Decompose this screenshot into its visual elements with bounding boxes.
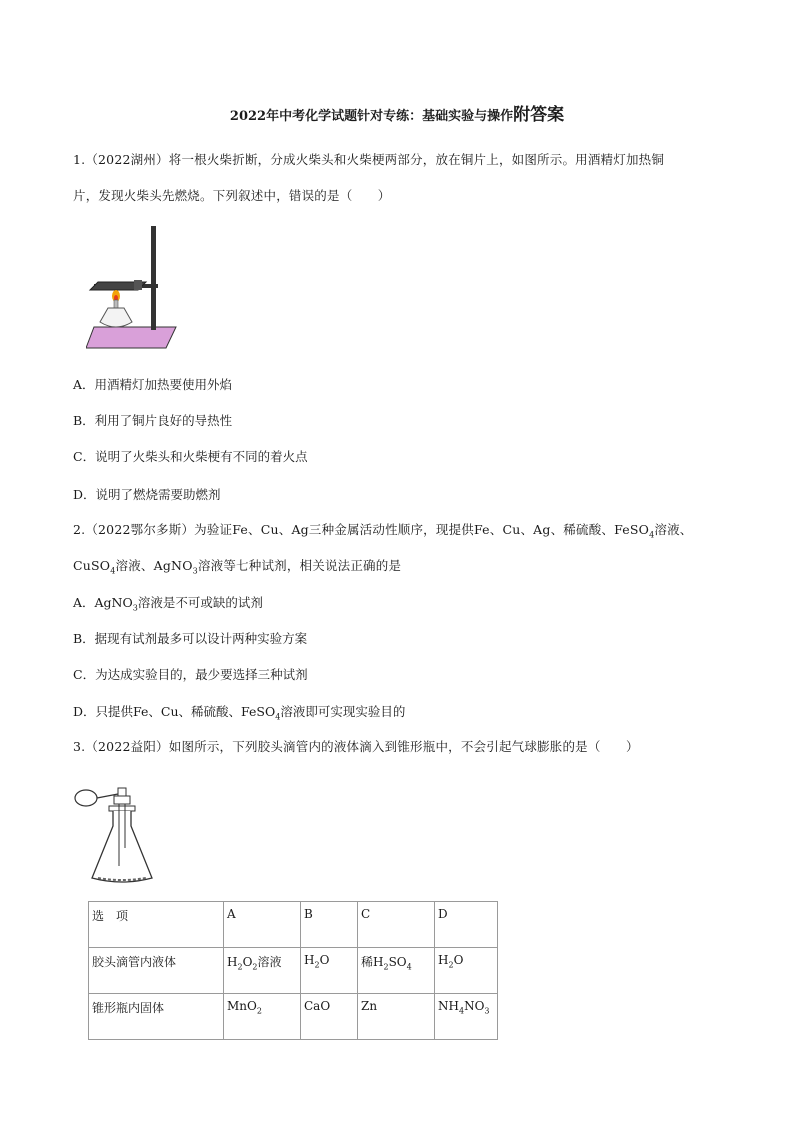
- table-cell: Zn: [358, 994, 435, 1040]
- q1-line-1: 1.（2022湖州）将一根火柴折断，分成火柴头和火柴梗两部分，放在铜片上，如图所示。用酒精灯加热铜: [73, 152, 665, 167]
- table-cell: MnO$_2$: [224, 994, 301, 1040]
- q2-line-2: CuSO$_4$溶液、AgNO$_3$溶液等七种试剂，相关说法正确的是: [73, 558, 402, 576]
- title-main: 2022年中考化学试题针对专练：基础实验与操作: [229, 109, 514, 124]
- table-cell: $NH_4NO_3$: [435, 994, 498, 1040]
- table-cell: $H_2O_2$溶液: [224, 948, 301, 994]
- table-header-cell: B: [301, 902, 358, 948]
- q2-option-b: B．据现有试剂最多可以设计两种实验方案: [73, 631, 308, 646]
- title-suffix: 附答案: [513, 105, 565, 125]
- table-row: [89, 902, 498, 948]
- table-header-cell: D: [435, 902, 498, 948]
- q2-option-d: D．只提供Fe、Cu、稀硫酸、FeSO$_4$溶液即可实现实验目的: [73, 704, 406, 722]
- table-row: [89, 994, 498, 1040]
- table-header-cell: A: [224, 902, 301, 948]
- table-cell: $H_2O$: [301, 948, 358, 994]
- q3-flask-balloon-figure: [72, 778, 162, 888]
- q2-option-a: A．AgNO$_3$溶液是不可或缺的试剂: [73, 595, 263, 613]
- q1-option-c: C．说明了火柴头和火柴梗有不同的着火点: [73, 449, 308, 464]
- q1-option-a: A．用酒精灯加热要使用外焰: [73, 377, 233, 392]
- table-row: [89, 948, 498, 994]
- page-title: [0, 100, 794, 125]
- table-cell: 稀$H_2SO_4$: [358, 948, 435, 994]
- q1-alcohol-lamp-figure: [86, 222, 178, 350]
- q1-option-d: D．说明了燃烧需要助燃剂: [73, 487, 221, 502]
- q2-option-c: C．为达成实验目的，最少要选择三种试剂: [73, 667, 308, 682]
- q1-line-2: 片，发现火柴头先燃烧。下列叙述中，错误的是（ ）: [73, 188, 391, 203]
- table-cell: 胶头滴管内液体: [89, 948, 224, 994]
- table-header-cell: 选 项: [89, 902, 224, 948]
- q3-choice-table: [88, 901, 498, 1040]
- table-cell: $H_2O$: [435, 948, 498, 994]
- table-cell: CaO: [301, 994, 358, 1040]
- q2-line-1: 2.（2022鄂尔多斯）为验证Fe、Cu、Ag三种金属活动性顺序，现提供Fe、Cu、Ag、稀硫酸、FeSO$_4$溶液、: [73, 522, 693, 540]
- table-cell: 锥形瓶内固体: [89, 994, 224, 1040]
- q3-line-1: 3.（2022益阳）如图所示，下列胶头滴管内的液体滴入到锥形瓶中，不会引起气球膨胀的是（ ）: [73, 739, 639, 754]
- table-header-cell: C: [358, 902, 435, 948]
- q1-option-b: B．利用了铜片良好的导热性: [73, 413, 233, 428]
